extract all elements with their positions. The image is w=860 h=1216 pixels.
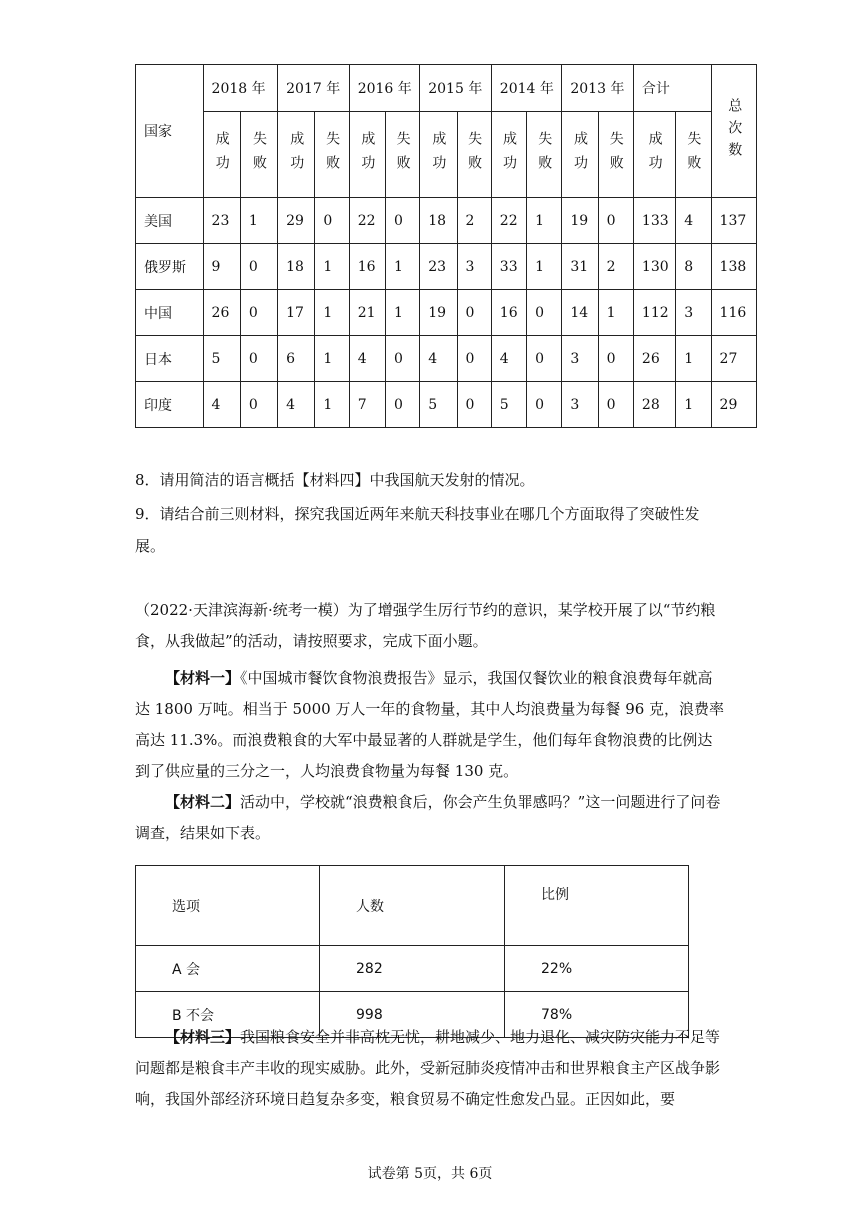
country-cell: 中国 bbox=[136, 290, 204, 336]
material-1-text: 《中国城市餐饮食物浪费报告》显示，我国仅餐饮业的粮食浪费每年就高达 1800 万吨。相当于 5000 万人一年的食物量，其中人均浪费量为每餐 96 克，浪费率高达 11.3%。而浪费粮食的大军中最显著的人群就是学生，他们每年食物浪费的比例达到了供应量的三分之一，人均浪费食物量为每餐 130 克。 bbox=[135, 669, 725, 780]
value-cell: 3 bbox=[562, 336, 598, 382]
value-cell: 5 bbox=[420, 382, 457, 428]
value-cell: 5 bbox=[491, 382, 526, 428]
value-cell: 28 bbox=[633, 382, 675, 428]
value-cell: 1 bbox=[315, 290, 349, 336]
total-cell: 138 bbox=[711, 244, 756, 290]
total-cell: 137 bbox=[711, 198, 756, 244]
value-cell: 0 bbox=[598, 198, 633, 244]
table-row bbox=[136, 290, 757, 336]
value-cell: 22 bbox=[491, 198, 526, 244]
value-cell: 1 bbox=[315, 382, 349, 428]
value-cell: 1 bbox=[598, 290, 633, 336]
value-cell: 18 bbox=[278, 244, 315, 290]
value-cell: 2 bbox=[457, 198, 491, 244]
value-cell: 26 bbox=[203, 290, 240, 336]
value-cell: 0 bbox=[457, 290, 491, 336]
fail-header: 失败 bbox=[457, 112, 491, 198]
fail-header: 失败 bbox=[527, 112, 562, 198]
value-cell: 8 bbox=[676, 244, 711, 290]
value-cell: 21 bbox=[349, 290, 385, 336]
success-header: 成功 bbox=[203, 112, 240, 198]
survey-table bbox=[135, 865, 689, 1038]
value-cell: 0 bbox=[240, 382, 277, 428]
fail-header: 失败 bbox=[598, 112, 633, 198]
value-cell: 4 bbox=[420, 336, 457, 382]
survey-cell: 78% bbox=[505, 992, 689, 1038]
value-cell: 18 bbox=[420, 198, 457, 244]
total-sum-header: 合计 bbox=[633, 65, 711, 112]
table-row bbox=[136, 244, 757, 290]
success-header: 成功 bbox=[420, 112, 457, 198]
value-cell: 1 bbox=[527, 244, 562, 290]
year-header: 2015 年 bbox=[420, 65, 492, 112]
value-cell: 4 bbox=[349, 336, 385, 382]
value-cell: 9 bbox=[203, 244, 240, 290]
value-cell: 0 bbox=[527, 290, 562, 336]
fail-header: 失败 bbox=[315, 112, 349, 198]
page-footer: 试卷第 5页，共 6页 bbox=[367, 1166, 493, 1182]
value-cell: 22 bbox=[349, 198, 385, 244]
value-cell: 33 bbox=[491, 244, 526, 290]
year-header: 2014 年 bbox=[491, 65, 562, 112]
survey-header-ratio: 比例 bbox=[505, 866, 689, 946]
value-cell: 0 bbox=[527, 336, 562, 382]
year-header: 2016 年 bbox=[349, 65, 420, 112]
question-8: 8．请用简洁的语言概括【材料四】中我国航天发射的情况。 bbox=[135, 471, 535, 489]
value-cell: 0 bbox=[385, 336, 419, 382]
success-header: 成功 bbox=[562, 112, 598, 198]
material-3-text: 我国粮食安全并非高枕无忧，耕地减少、地力退化、减灾防灾能力不足等问题都是粮食丰产丰收的现实威胁。此外，受新冠肺炎疫情冲击和世界粮食主产区战争影响，我国外部经济环境日趋复杂多变，粮食贸易不确定性愈发凸显。正因如此，要 bbox=[135, 1028, 721, 1108]
survey-cell: A 会 bbox=[136, 946, 320, 992]
survey-cell: 22% bbox=[505, 946, 689, 992]
value-cell: 1 bbox=[676, 336, 711, 382]
year-header: 2018 年 bbox=[203, 65, 278, 112]
value-cell: 0 bbox=[240, 244, 277, 290]
value-cell: 19 bbox=[562, 198, 598, 244]
intro-paragraph: （2022·天津滨海新·统考一模）为了增强学生厉行节约的意识，某学校开展了以“节约粮食，从我做起”的活动，请按照要求，完成下面小题。 bbox=[135, 601, 716, 650]
value-cell: 29 bbox=[278, 198, 315, 244]
total-cell: 29 bbox=[711, 382, 756, 428]
table-row bbox=[136, 382, 757, 428]
material-3-label: 【材料三】 bbox=[165, 1028, 241, 1046]
value-cell: 4 bbox=[203, 382, 240, 428]
success-header: 成功 bbox=[349, 112, 385, 198]
value-cell: 1 bbox=[240, 198, 277, 244]
total-count-header: 总次数 bbox=[711, 65, 756, 198]
year-header: 2017 年 bbox=[278, 65, 350, 112]
value-cell: 0 bbox=[457, 382, 491, 428]
value-cell: 130 bbox=[633, 244, 675, 290]
value-cell: 3 bbox=[676, 290, 711, 336]
value-cell: 112 bbox=[633, 290, 675, 336]
question-9: 9．请结合前三则材料，探究我国近两年来航天科技事业在哪几个方面取得了突破性发展。 bbox=[135, 505, 700, 555]
survey-cell: 282 bbox=[320, 946, 505, 992]
value-cell: 1 bbox=[385, 244, 419, 290]
survey-header-option: 选项 bbox=[136, 866, 320, 946]
value-cell: 4 bbox=[278, 382, 315, 428]
value-cell: 5 bbox=[203, 336, 240, 382]
value-cell: 23 bbox=[203, 198, 240, 244]
fail-header: 失败 bbox=[385, 112, 419, 198]
country-cell: 印度 bbox=[136, 382, 204, 428]
country-cell: 俄罗斯 bbox=[136, 244, 204, 290]
value-cell: 19 bbox=[420, 290, 457, 336]
year-header: 2013 年 bbox=[562, 65, 634, 112]
material-1-paragraph bbox=[135, 663, 725, 787]
value-cell: 17 bbox=[278, 290, 315, 336]
success-header: 成功 bbox=[633, 112, 675, 198]
material-2-label: 【材料二】 bbox=[165, 793, 241, 811]
value-cell: 6 bbox=[278, 336, 315, 382]
value-cell: 0 bbox=[385, 198, 419, 244]
value-cell: 0 bbox=[598, 382, 633, 428]
value-cell: 0 bbox=[527, 382, 562, 428]
value-cell: 4 bbox=[491, 336, 526, 382]
total-cell: 116 bbox=[711, 290, 756, 336]
survey-header-count: 人数 bbox=[320, 866, 505, 946]
launch-statistics-table bbox=[135, 64, 757, 428]
value-cell: 0 bbox=[385, 382, 419, 428]
value-cell: 16 bbox=[349, 244, 385, 290]
value-cell: 1 bbox=[676, 382, 711, 428]
value-cell: 26 bbox=[633, 336, 675, 382]
value-cell: 7 bbox=[349, 382, 385, 428]
value-cell: 3 bbox=[562, 382, 598, 428]
value-cell: 14 bbox=[562, 290, 598, 336]
value-cell: 0 bbox=[457, 336, 491, 382]
value-cell: 0 bbox=[315, 198, 349, 244]
material-1-label: 【材料一】 bbox=[165, 669, 241, 687]
value-cell: 3 bbox=[457, 244, 491, 290]
value-cell: 0 bbox=[598, 336, 633, 382]
material-2-paragraph bbox=[135, 787, 725, 849]
total-cell: 27 bbox=[711, 336, 756, 382]
fail-header: 失败 bbox=[676, 112, 711, 198]
table-row bbox=[136, 198, 757, 244]
value-cell: 0 bbox=[240, 290, 277, 336]
value-cell: 1 bbox=[385, 290, 419, 336]
value-cell: 0 bbox=[240, 336, 277, 382]
value-cell: 1 bbox=[315, 244, 349, 290]
material-2-text: 活动中，学校就“浪费粮食后，你会产生负罪感吗？”这一问题进行了问卷调查，结果如下表。 bbox=[135, 793, 721, 842]
country-cell: 日本 bbox=[136, 336, 204, 382]
value-cell: 133 bbox=[633, 198, 675, 244]
value-cell: 16 bbox=[491, 290, 526, 336]
value-cell: 23 bbox=[420, 244, 457, 290]
success-header: 成功 bbox=[278, 112, 315, 198]
success-header: 成功 bbox=[491, 112, 526, 198]
value-cell: 1 bbox=[527, 198, 562, 244]
country-cell: 美国 bbox=[136, 198, 204, 244]
value-cell: 31 bbox=[562, 244, 598, 290]
value-cell: 1 bbox=[315, 336, 349, 382]
value-cell: 2 bbox=[598, 244, 633, 290]
value-cell: 4 bbox=[676, 198, 711, 244]
fail-header: 失败 bbox=[240, 112, 277, 198]
material-3-paragraph bbox=[135, 1022, 725, 1115]
table-row bbox=[136, 336, 757, 382]
survey-cell: B 不会 bbox=[136, 992, 320, 1038]
country-header: 国家 bbox=[136, 65, 204, 198]
survey-cell: 998 bbox=[320, 992, 505, 1038]
